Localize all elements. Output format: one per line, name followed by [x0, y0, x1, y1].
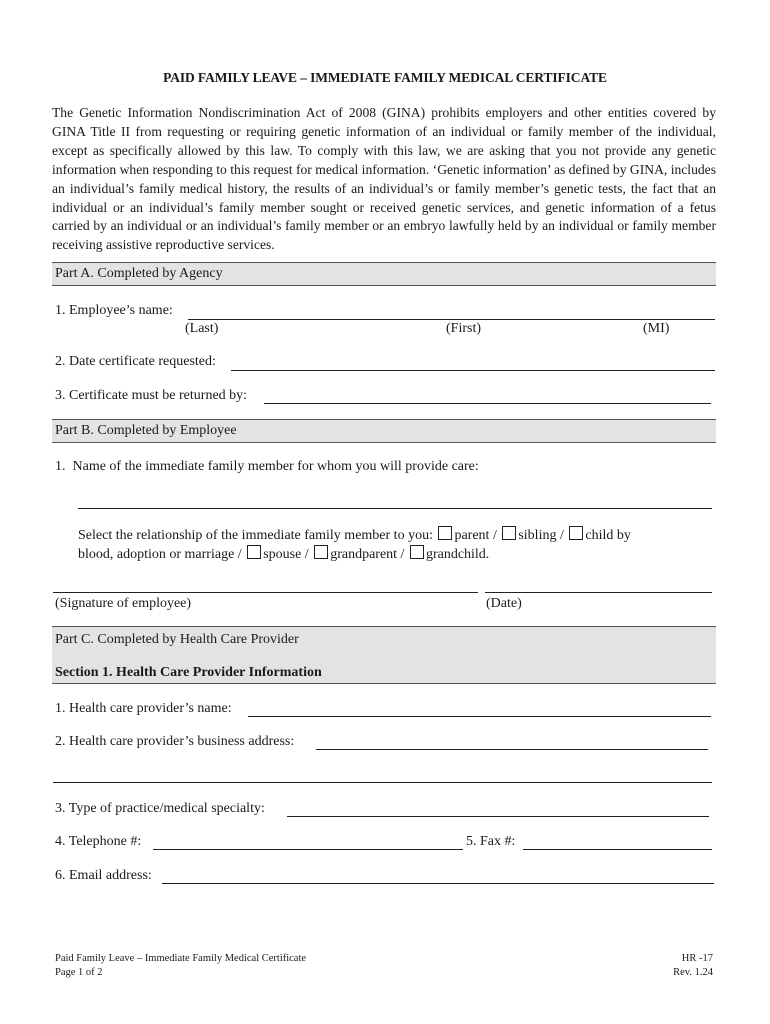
grandparent-option-label: grandparent / — [330, 547, 405, 562]
grandchild-option-label: grandchild. — [425, 547, 490, 562]
part-c-title: Part C. Completed by Health Care Provider — [55, 632, 299, 647]
child-checkbox[interactable] — [569, 526, 583, 540]
telephone-field[interactable] — [153, 849, 463, 850]
parent-checkbox[interactable] — [438, 526, 452, 540]
family-member-name-field[interactable] — [78, 508, 712, 509]
telephone-label: 4. Telephone #: — [55, 834, 142, 849]
specialty-label: 3. Type of practice/medical specialty: — [55, 801, 265, 816]
document-title: PAID FAMILY LEAVE – IMMEDIATE FAMILY MEDICAL CERTIFICATE — [163, 70, 607, 85]
child-option-continued: blood, adoption or marriage / — [78, 547, 242, 562]
business-address-label: 2. Health care provider’s business address: — [55, 734, 295, 749]
family-member-question: 1. Name of the immediate family member for whom you will provide care: — [55, 459, 479, 474]
section-1-title: Section 1. Health Care Provider Information — [55, 665, 322, 680]
footer-revision: Rev. 1.24 — [673, 966, 713, 978]
grandparent-checkbox[interactable] — [314, 545, 328, 559]
footer-left — [55, 952, 306, 979]
business-address-field[interactable] — [316, 749, 708, 750]
footer-form-name: Paid Family Leave – Immediate Family Medical Certificate — [55, 953, 307, 964]
parent-option-label: parent / — [454, 528, 497, 543]
date-caption: (Date) — [486, 596, 522, 611]
footer-form-code: HR -17 — [681, 953, 713, 964]
return-by-label: 3. Certificate must be returned by: — [55, 388, 248, 403]
child-option-label: child by — [585, 528, 631, 543]
spouse-option-label: spouse / — [263, 547, 309, 562]
employee-name-label: 1. Employee’s name: — [55, 303, 173, 318]
date-requested-label: 2. Date certificate requested: — [55, 354, 216, 369]
last-name-caption: (Last) — [185, 321, 219, 336]
sibling-checkbox[interactable] — [502, 526, 516, 540]
signature-date-field[interactable] — [485, 592, 712, 593]
employee-signature-field[interactable] — [53, 592, 478, 593]
first-name-caption: (First) — [446, 321, 481, 336]
employee-name-field[interactable] — [188, 319, 715, 320]
gina-notice: The Genetic Information Nondiscrimination Act of 2008 (GINA) prohibits employers and other entities covered by GINA Title II from requesting or requiring genetic information of an individual or family member of the individual, except as specifically allowed by this law. To comply with this law, we are asking that you not provide any genetic information when responding to this request for medical information. ‘Genetic information’ as defined by GINA, includes an individual’s family medical history, the results of an individual’s or family member’s genetic tests, the fact that an individual or an individual’s family member sought or received genetic services, and genetic information of a fetus carried by an individual or an individual’s family member or an embryo lawfully held by an individual or family member receiving assistive reproductive services. — [52, 105, 716, 253]
fax-label: 5. Fax #: — [466, 834, 516, 849]
spouse-checkbox[interactable] — [247, 545, 261, 559]
specialty-field[interactable] — [287, 816, 709, 817]
relationship-line-1 — [78, 526, 631, 544]
email-field[interactable] — [162, 883, 714, 884]
sibling-option-label: sibling / — [518, 528, 564, 543]
footer-right — [673, 952, 713, 979]
middle-initial-caption: (MI) — [643, 321, 670, 336]
return-by-field[interactable] — [264, 403, 711, 404]
grandchild-checkbox[interactable] — [410, 545, 424, 559]
date-requested-field[interactable] — [231, 370, 715, 371]
provider-name-field[interactable] — [248, 716, 711, 717]
signature-caption: (Signature of employee) — [55, 596, 192, 611]
part-b-header: Part B. Completed by Employee — [52, 419, 716, 443]
business-address-field-line-2[interactable] — [53, 782, 712, 783]
relationship-prompt: Select the relationship of the immediate family member to you: — [78, 528, 433, 543]
part-a-header: Part A. Completed by Agency — [52, 262, 716, 286]
provider-name-label: 1. Health care provider’s name: — [55, 701, 232, 716]
fax-field[interactable] — [523, 849, 712, 850]
part-c-header — [52, 626, 716, 684]
footer-page-number: Page 1 of 2 — [55, 966, 103, 978]
email-label: 6. Email address: — [55, 868, 152, 883]
relationship-line-2 — [78, 545, 489, 563]
